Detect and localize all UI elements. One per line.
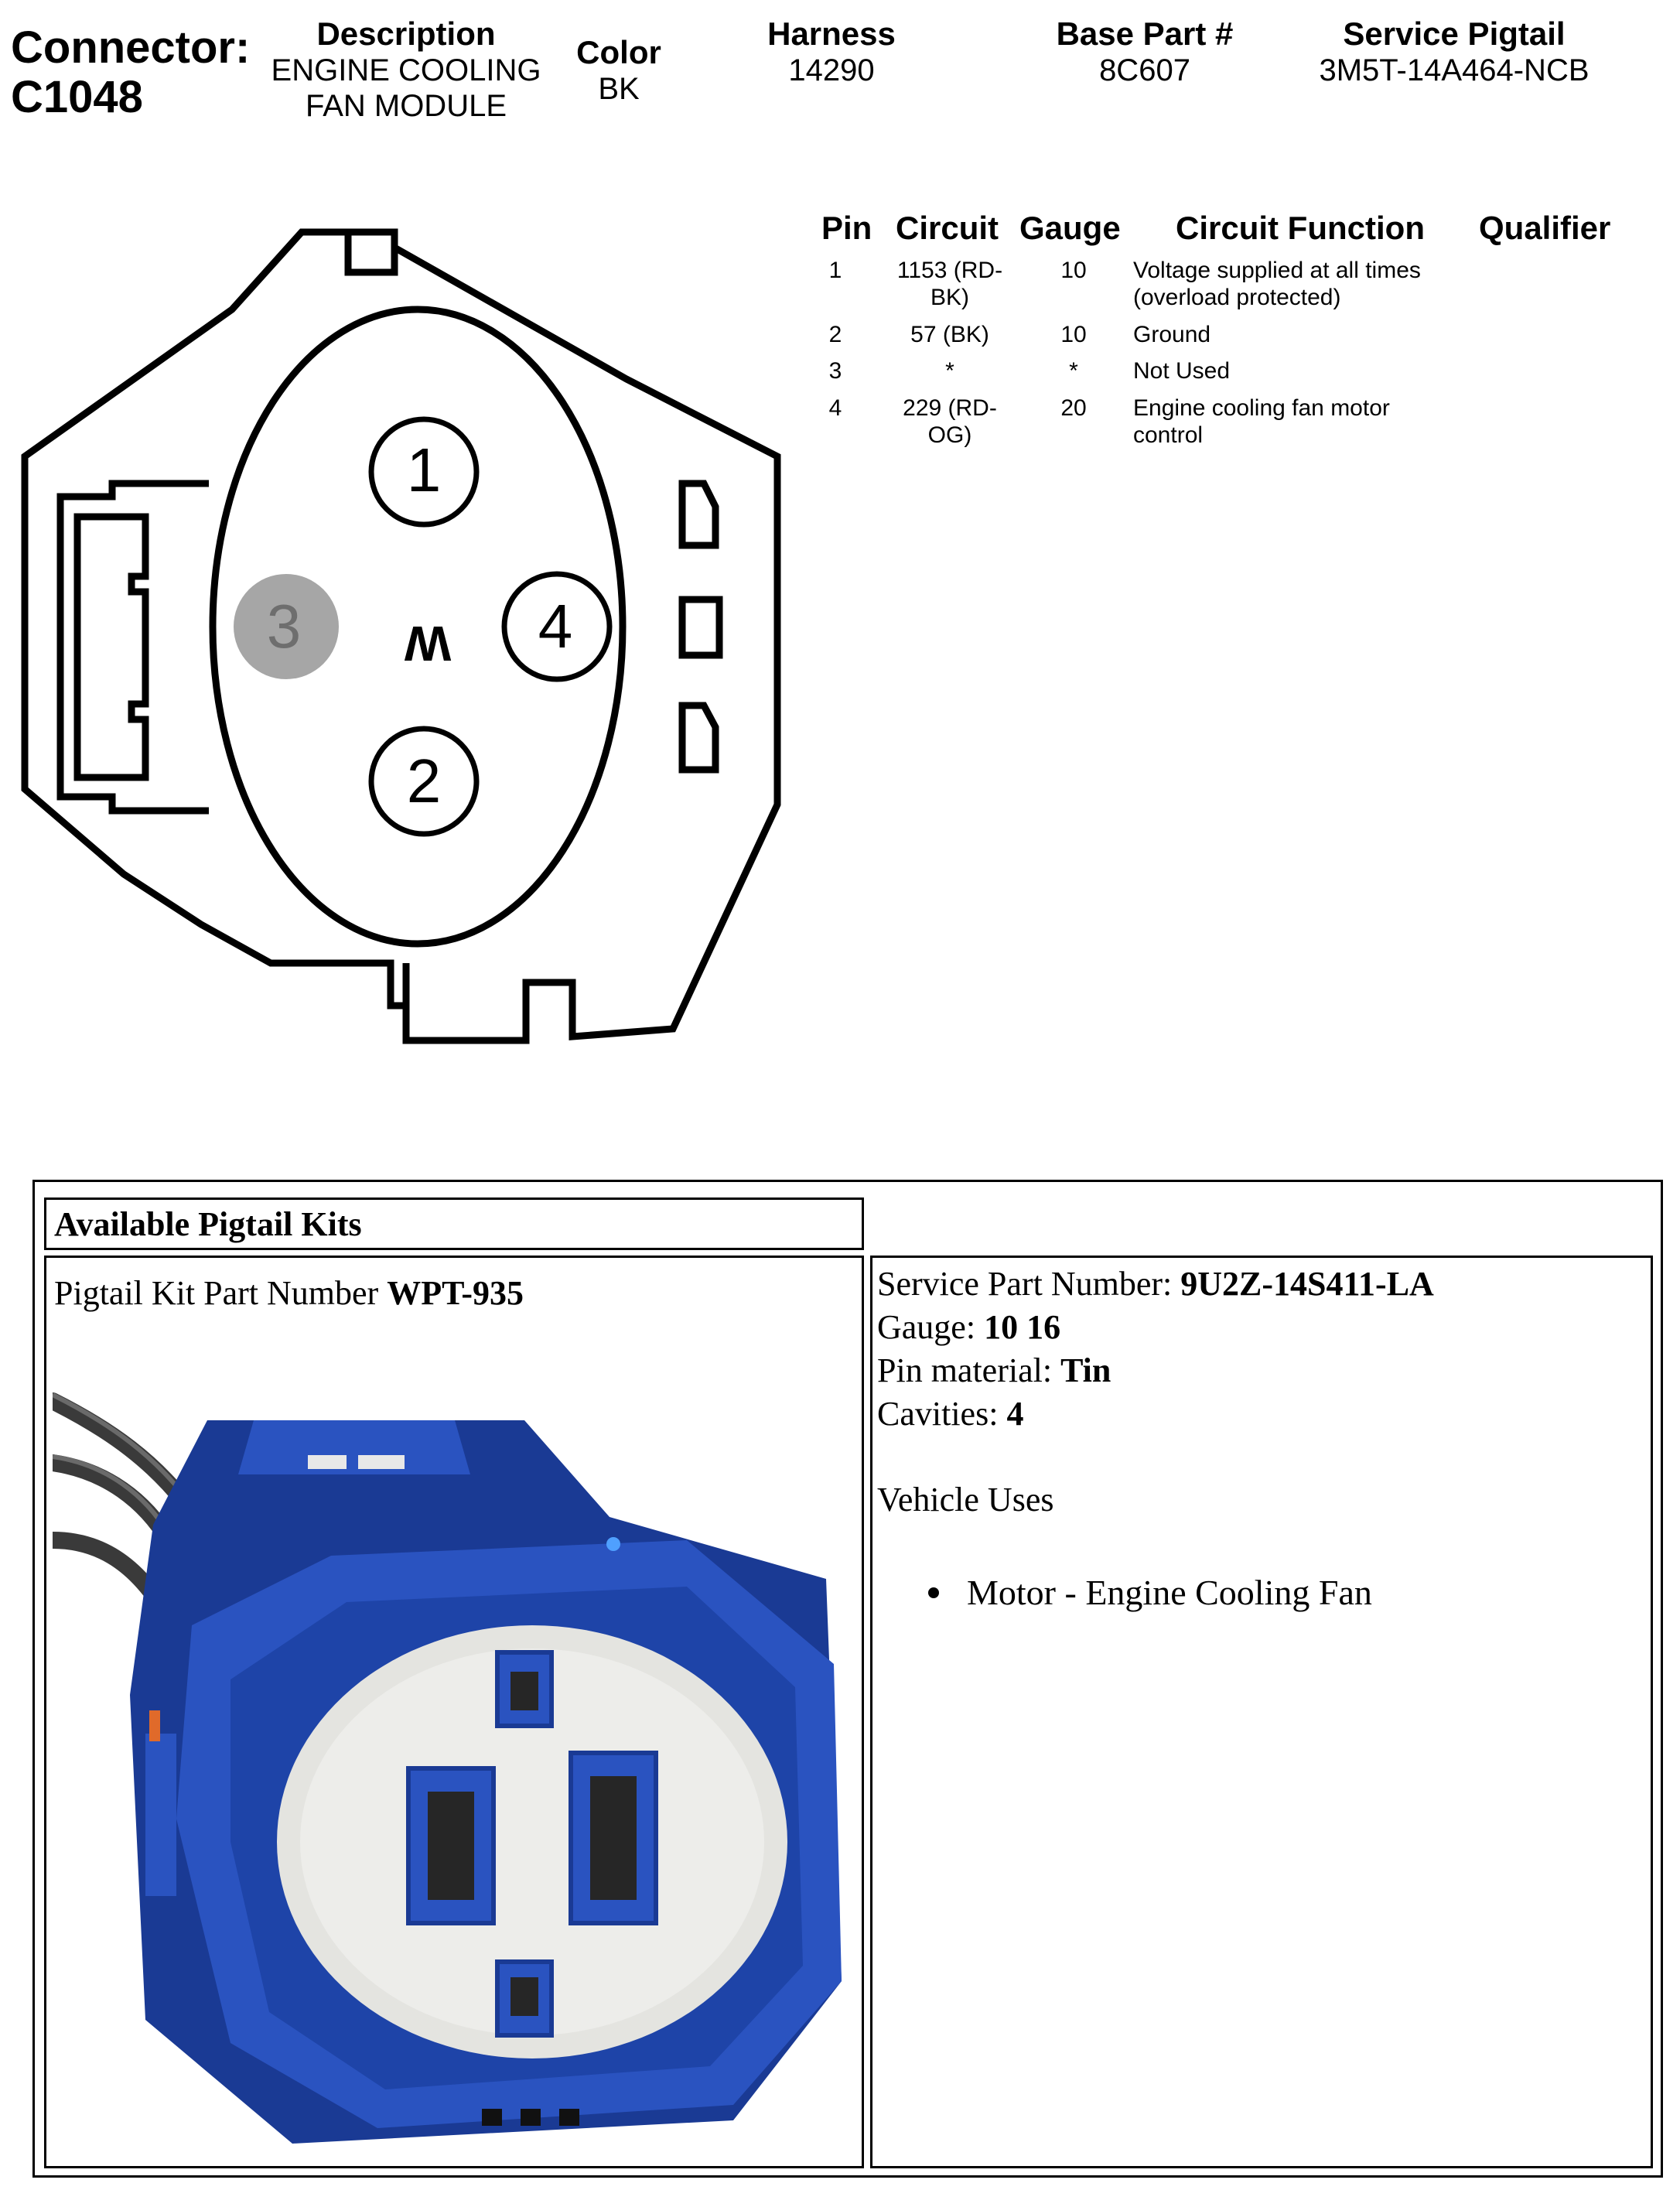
service-pigtail-value: 3M5T-14A464-NCB [1319, 53, 1590, 87]
pigtail-kits-box [32, 1180, 1663, 2178]
pin-material-label: Pin material: [877, 1351, 1061, 1389]
kit-part-line [54, 1272, 524, 1315]
circuit-line2: OG) [927, 422, 972, 448]
vehicle-use-item: Motor - Engine Cooling Fan [967, 1573, 1372, 1612]
pin-3-cavity-unused [234, 574, 339, 679]
service-pigtail-label: Service Pigtail [1343, 15, 1566, 52]
service-part-number: 9U2Z-14S411-LA [1180, 1265, 1434, 1303]
vehicle-uses-heading: Vehicle Uses [877, 1481, 1054, 1519]
function-line2: control [1133, 422, 1204, 448]
connector-label: Connector: [11, 22, 251, 73]
function-line1: Voltage supplied at all times [1133, 258, 1421, 283]
gauge: 20 [1060, 395, 1087, 421]
pin-number: 3 [828, 358, 842, 384]
cavities-line [877, 1392, 1023, 1436]
header-base-part [1029, 15, 1261, 88]
pin-material-value: Tin [1060, 1351, 1111, 1389]
base-part-label: Base Part # [1056, 15, 1234, 52]
col-header-circuit: Circuit [896, 210, 999, 246]
service-part-line [877, 1262, 1434, 1306]
circuit-line1: 229 (RD- [903, 395, 997, 421]
pin-3-label: 3 [266, 592, 302, 661]
connector-id: C1048 [11, 72, 143, 122]
pin-number: 2 [828, 322, 842, 347]
pin-material-line [877, 1349, 1111, 1392]
header-harness [715, 15, 948, 88]
list-item [928, 1571, 1372, 1614]
description-line2: FAN MODULE [305, 89, 507, 123]
header-description [259, 15, 553, 124]
circuit-line1: * [945, 358, 954, 384]
base-part-value: 8C607 [1099, 53, 1190, 87]
col-header-gauge: Gauge [1019, 210, 1121, 246]
bullet-icon [928, 1587, 939, 1598]
kit-part-number: WPT-935 [387, 1274, 524, 1312]
header-color [557, 34, 681, 107]
function-line1: Not Used [1133, 358, 1231, 384]
gauge: * [1069, 358, 1078, 384]
pin-2-label: 2 [406, 747, 442, 815]
gauge-label: Gauge: [877, 1308, 985, 1346]
pin-2-cavity [371, 729, 476, 834]
pin-1-cavity [371, 419, 476, 524]
gauge-value: 10 16 [984, 1308, 1061, 1346]
pin-number: 1 [828, 258, 842, 283]
description-label: Description [316, 15, 496, 52]
kit-right-cell [870, 1256, 1653, 2168]
gauge: 10 [1060, 258, 1087, 283]
connector-title [11, 23, 250, 122]
circuit-line1: 57 (BK) [910, 322, 989, 347]
circuit-line1: 1153 (RD- [896, 258, 1003, 283]
kit-left-cell [44, 1256, 864, 2168]
gauge-line [877, 1306, 1060, 1349]
kits-title: Available Pigtail Kits [44, 1197, 864, 1250]
harness-label: Harness [767, 15, 896, 52]
pin-4-cavity [504, 574, 610, 679]
description-line1: ENGINE COOLING [271, 53, 541, 87]
harness-value: 14290 [788, 53, 875, 87]
pin-number: 4 [828, 395, 842, 421]
function-line2: (overload protected) [1133, 285, 1341, 310]
cavities-value: 4 [1006, 1395, 1024, 1433]
key-mark: W [404, 616, 452, 671]
circuit-line2: BK) [930, 285, 969, 310]
col-header-function: Circuit Function [1176, 210, 1425, 246]
col-header-qualifier: Qualifier [1479, 210, 1611, 246]
pin-1-label: 1 [406, 436, 442, 504]
gauge: 10 [1060, 322, 1087, 347]
cavities-label: Cavities: [877, 1395, 1007, 1433]
function-line1: Ground [1133, 322, 1211, 347]
function-line1: Engine cooling fan motor [1133, 395, 1390, 421]
color-value: BK [598, 72, 640, 106]
col-header-pin: Pin [821, 210, 872, 246]
service-part-label: Service Part Number: [877, 1265, 1181, 1303]
pin-4-label: 4 [538, 592, 573, 661]
color-label: Color [576, 34, 661, 70]
kit-part-label: Pigtail Kit Part Number [54, 1274, 388, 1312]
pigtail-connector-photo [53, 1347, 857, 2163]
connector-face-diagram [0, 209, 820, 1068]
header-service-pigtail [1299, 15, 1609, 88]
